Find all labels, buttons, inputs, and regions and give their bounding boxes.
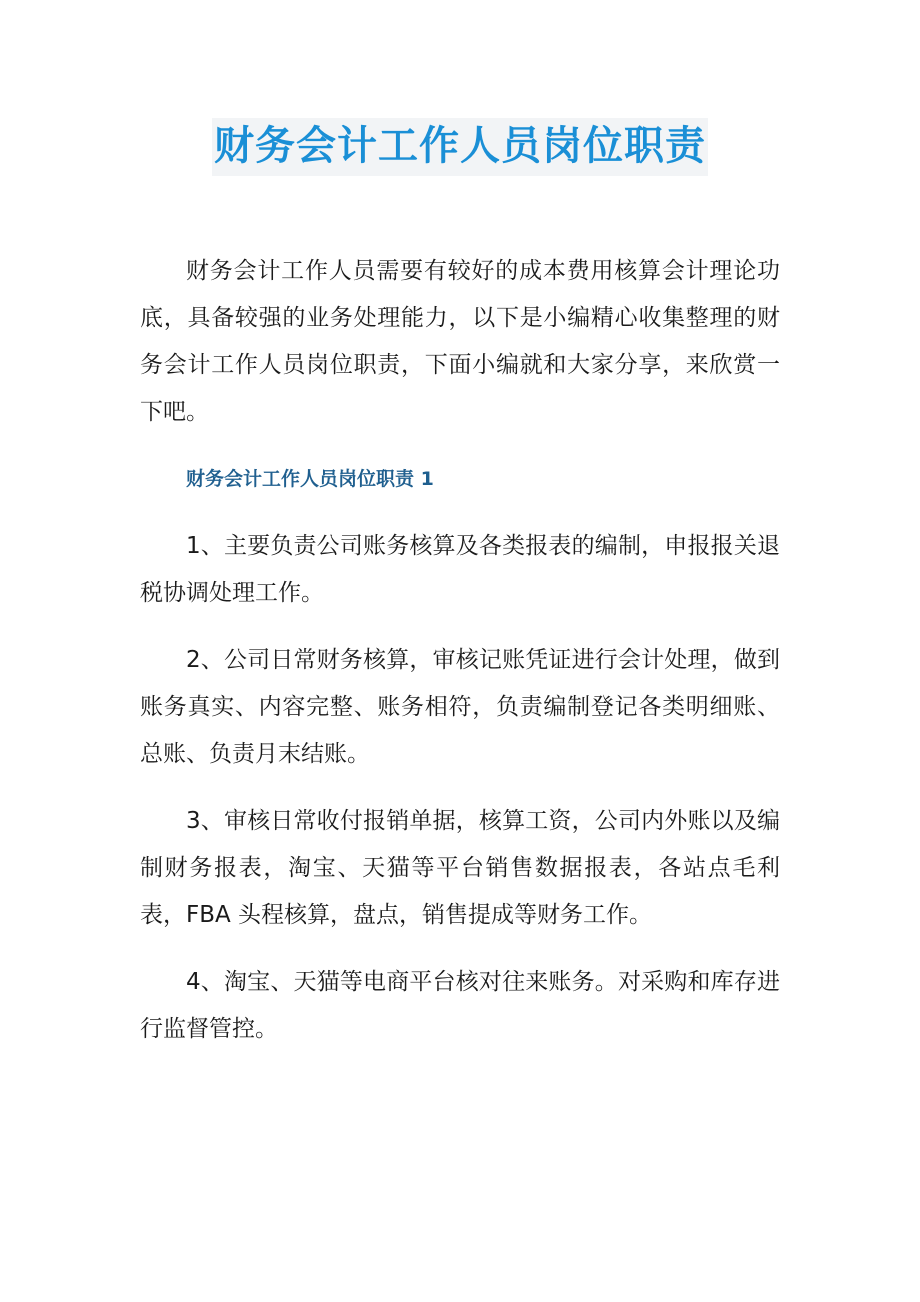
document-title: 财务会计工作人员岗位职责 — [212, 118, 708, 176]
duty-item-2: 2、公司日常财务核算，审核记账凭证进行会计处理，做到账务真实、内容完整、账务相符，负责编制登记各类明细账、总账、负责月末结账。 — [140, 647, 780, 767]
section-heading: 财务会计工作人员岗位职责 1 — [186, 468, 434, 490]
duty-item-1: 1、主要负责公司账务核算及各类报表的编制，申报报关退税协调处理工作。 — [140, 533, 780, 606]
duty-item-4: 4、淘宝、天猫等电商平台核对往来账务。对采购和库存进行监督管控。 — [140, 969, 780, 1042]
intro-paragraph: 财务会计工作人员需要有较好的成本费用核算会计理论功底，具备较强的业务处理能力，以下是小编精心收集整理的财务会计工作人员岗位职责，下面小编就和大家分享，来欣赏一下吧。 — [140, 258, 780, 425]
title-wrapper — [0, 118, 920, 176]
duty-item-3: 3、审核日常收付报销单据，核算工资，公司内外账以及编制财务报表，淘宝、天猫等平台销售数据报表，各站点毛利表，FBA 头程核算，盘点，销售提成等财务工作。 — [140, 808, 780, 928]
document-body — [140, 248, 780, 1073]
